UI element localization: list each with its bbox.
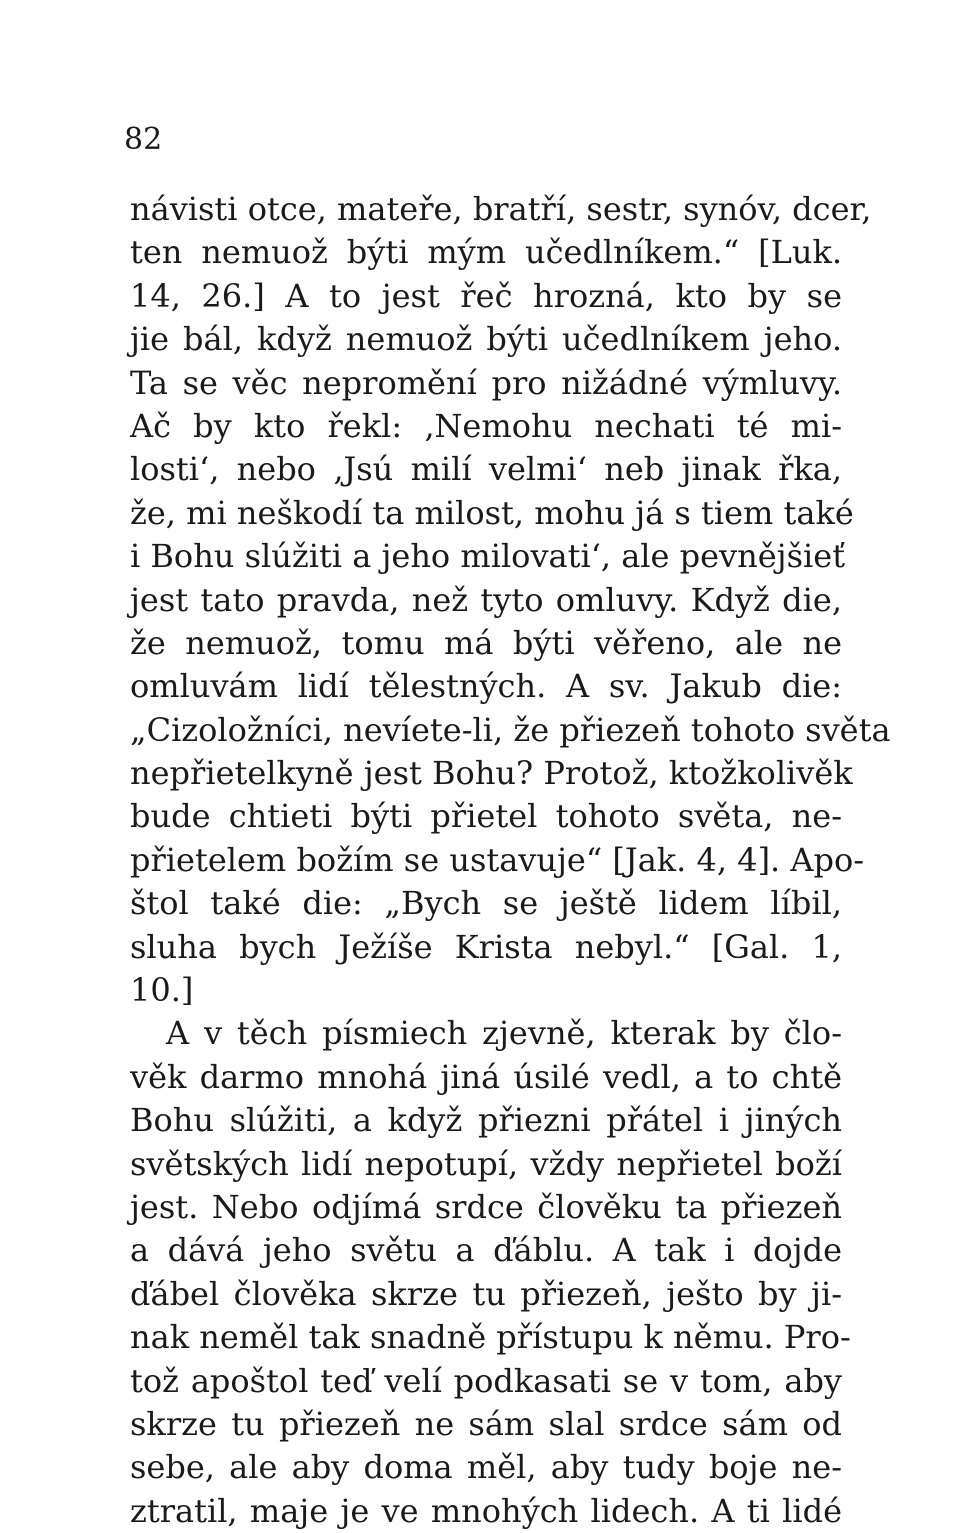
text-line: skrze tu přiezeň ne sám slal srdce sám od (130, 1404, 842, 1443)
text-line: světských lidí nepotupí, vždy nepřietel boží (130, 1144, 842, 1183)
text-line: 10.] (130, 971, 194, 1010)
text-line: nepřietelkyně jest Bohu? Protož, ktožkolivěk (130, 754, 853, 793)
text-line: 14, 26.] A to jest řeč hrozná, kto by se (130, 276, 842, 315)
text-line: sebe, ale aby doma měl, aby tudy boje ne- (130, 1448, 842, 1487)
text-line: návisti otce, mateře, bratří, sestr, synóv, dcer, (130, 190, 872, 228)
text-line: „Cizoložníci, nevíete-li, že přiezeň tohoto světa (130, 710, 891, 749)
text-line: losti‘, nebo ‚Jsú milí velmi‘ neb jinak řka, (130, 450, 842, 489)
text-line: nak neměl tak snadně přístupu k němu. Pro- (130, 1318, 851, 1357)
text-line: jest. Nebo odjímá srdce člověku ta přiezeň (130, 1187, 842, 1226)
text-line: Ta se věc nepromění pro nižádné výmluvy. (130, 363, 842, 402)
text-line: že nemuož, tomu má býti věřeno, ale ne (130, 623, 842, 662)
text-line: přietelem božím se ustavuje“ [Jak. 4, 4]. Apo- (130, 840, 865, 879)
text-line: jest tato pravda, než tyto omluvy. Když die, (130, 580, 842, 619)
text-line: sluha bych Ježíše Krista nebyl.“ [Gal. 1, (130, 927, 842, 966)
text-line: Bohu slúžiti, a když přiezni přátel i jiných (130, 1101, 842, 1140)
text-line: Ač by kto řekl: ‚Nemohu nechati té mi- (130, 406, 842, 445)
text-line: že, mi neškodí ta milost, mohu já s tiem také (130, 493, 854, 532)
paragraph (130, 1012, 851, 1533)
text-line: štol také die: „Bych se ještě lidem líbil, (130, 884, 842, 923)
paragraph (130, 188, 891, 1012)
text-line: ten nemuož býti mým učedlníkem.“ [Luk. (130, 233, 842, 272)
text-line: ďábel člověka skrze tu přiezeň, ješto by ji- (130, 1274, 842, 1313)
text-line: jie bál, když nemuož býti učedlníkem jeho. (130, 320, 842, 359)
page-number: 82 (124, 122, 163, 157)
text-line: věk darmo mnohá jiná úsilé vedl, a to chtě (130, 1057, 842, 1096)
text-line: a dává jeho světu a ďáblu. A tak i dojde (130, 1231, 842, 1270)
text-line: i Bohu slúžiti a jeho milovati‘, ale pevnějšieť (130, 537, 846, 576)
text-line: A v těch písmiech zjevně, kterak by člo- (166, 1014, 842, 1053)
text-block (130, 188, 891, 1533)
text-line: tož apoštol teď velí podkasati se v tom, aby (130, 1361, 842, 1400)
text-line: omluvám lidí tělestných. A sv. Jakub die: (130, 667, 842, 706)
text-line: ztratil, maje je ve mnohých lidech. A ti lidé (130, 1491, 842, 1530)
text-line: bude chtieti býti přietel tohoto světa, ne- (130, 797, 842, 836)
